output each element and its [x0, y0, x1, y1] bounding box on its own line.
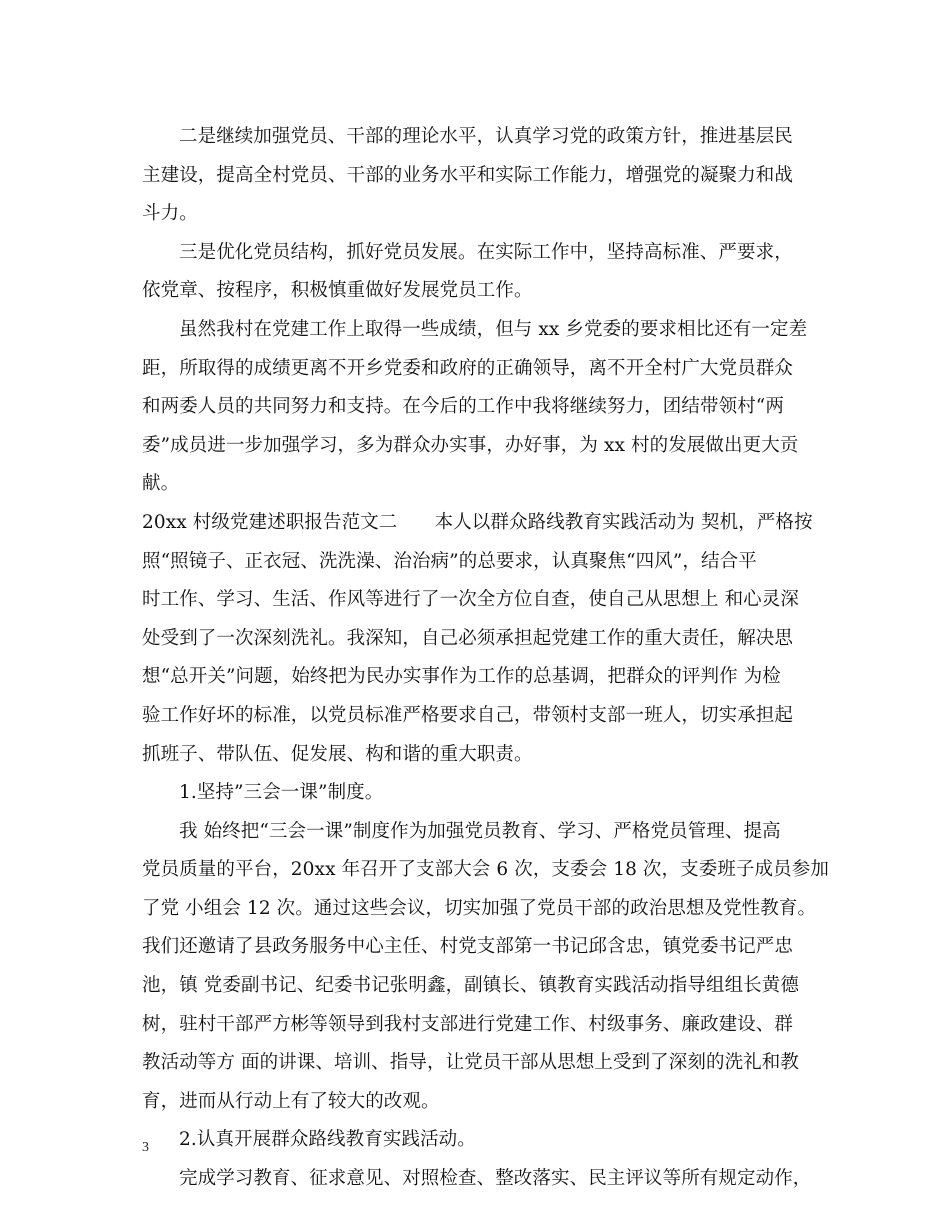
paragraph-line: 教活动等方 面的讲课、培训、指导，让党员干部从思想上受到了深刻的洗礼和教 — [142, 1052, 799, 1074]
paragraph-line: 斗力。 — [142, 203, 198, 225]
paragraph-line: 和两委人员的共同努力和支持。在今后的工作中我将继续努力，团结带领村“两 — [142, 396, 784, 418]
paragraph-line: 三是优化党员结构，抓好党员发展。在实际工作中，坚持高标准、严要求， — [179, 241, 793, 263]
paragraph-line: 处受到了一次深刻洗礼。我深知，自己必须承担起党建工作的重大责任，解决思 — [142, 627, 794, 649]
paragraph-line: 距，所取得的成绩更离不开乡党委和政府的正确领导，离不开全村广大党员群众 — [142, 357, 794, 379]
page-number: 3 — [142, 1140, 149, 1155]
paragraph-line: 时工作、学习、生活、作风等进行了一次全方位自查，使自己从思想上 和心灵深 — [142, 589, 799, 611]
paragraph-line: 照“照镜子、正衣冠、洗洗澡、治治病”的总要求，认真聚焦“四风”，结合平 — [142, 550, 757, 572]
paragraph-line: 了党 小组会 12 次。通过这些会议，切实加强了党员干部的政治思想及党性教育。 — [142, 897, 817, 919]
paragraph-line: 想“总开关”问题，始终把为民办实事作为工作的总基调，把群众的评判作 为检 — [142, 666, 781, 688]
subheading-line: 2.认真开展群众路线教育实践活动。 — [179, 1129, 476, 1151]
paragraph-line: 委”成员进一步加强学习，多为群众办实事，办好事，为 xx 村的发展做出更大贡 — [142, 434, 799, 456]
paragraph-line: 育，进而从行动上有了较大的改观。 — [142, 1090, 440, 1112]
paragraph-line: 树，驻村干部严方彬等领导到我村支部进行党建工作、村级事务、廉政建设、群 — [142, 1013, 794, 1035]
paragraph-line: 验工作好坏的标准，以党员标准严格要求自己，带领村支部一班人，切实承担起 — [142, 704, 794, 726]
document-body — [142, 118, 829, 1199]
paragraph-line: 党员质量的平台，20xx 年召开了支部大会 6 次，支委会 18 次，支委班子成员参加 — [142, 859, 829, 881]
paragraph-line: 完成学习教育、征求意见、对照检查、整改落实、民主评议等所有规定动作， — [179, 1168, 812, 1190]
paragraph-line: 我 始终把“三会一课”制度作为加强党员教育、学习、严格党员管理、提高 — [179, 820, 781, 842]
paragraph-line: 依党章、按程序，积极慎重做好发展党员工作。 — [142, 280, 533, 302]
subheading-line: 1.坚持”三会一课”制度。 — [179, 782, 384, 804]
paragraph-line: 主建设，提高全村党员、干部的业务水平和实际工作能力，增强党的凝聚力和战 — [142, 164, 794, 186]
paragraph-line: 虽然我村在党建工作上取得一些成绩，但与 xx 乡党委的要求相比还有一定差 — [179, 318, 808, 340]
paragraph-line: 二是继续加强党员、干部的理论水平，认真学习党的政策方针，推进基层民 — [179, 126, 793, 147]
section-heading-line: 20xx 村级党建述职报告范文二 本人以群众路线教育实践活动为 契机，严格按 — [142, 511, 813, 533]
paragraph-line: 我们还邀请了县政务服务中心主任、村党支部第一书记邱含忠，镇党委书记严忠 — [142, 936, 794, 958]
paragraph-line: 抓班子、带队伍、促发展、构和谐的重大职责。 — [142, 743, 533, 765]
paragraph-line: 献。 — [142, 473, 180, 495]
paragraph-line: 池，镇 党委副书记、纪委书记张明鑫，副镇长、镇教育实践活动指导组组长黄德 — [142, 975, 799, 997]
